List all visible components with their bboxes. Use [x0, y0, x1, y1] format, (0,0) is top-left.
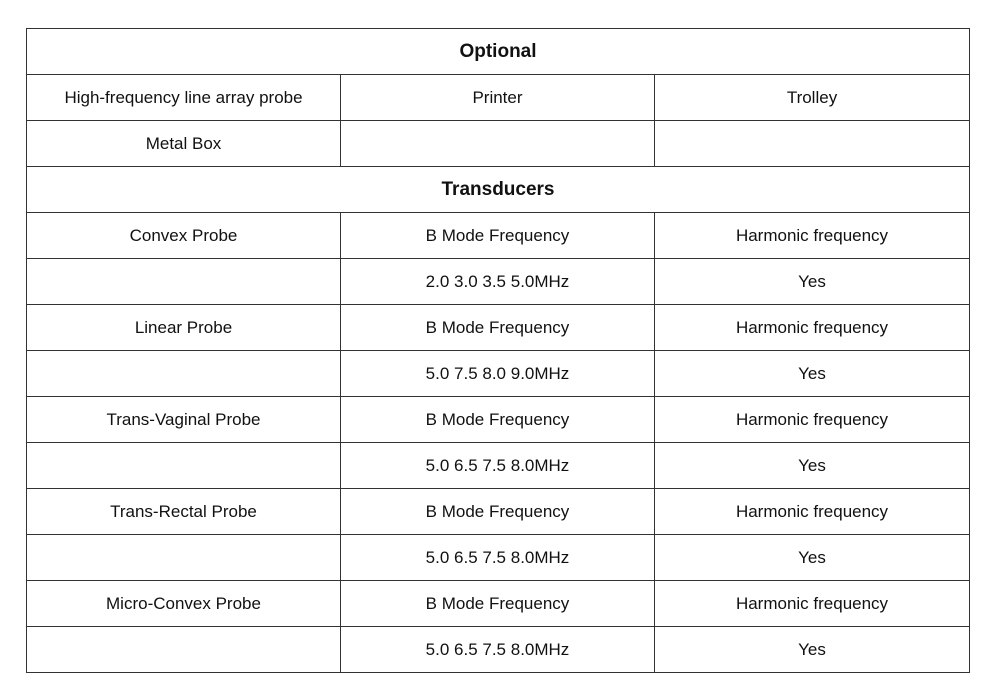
table-cell: 2.0 3.0 3.5 5.0MHz [341, 259, 655, 305]
table-cell: Yes [655, 351, 970, 397]
table-cell [655, 121, 970, 167]
table-cell: Metal Box [27, 121, 341, 167]
table-row [27, 351, 970, 397]
table-cell: Harmonic frequency [655, 213, 970, 259]
table-cell: Trolley [655, 75, 970, 121]
transducers-heading: Transducers [27, 167, 970, 213]
table-cell: 5.0 6.5 7.5 8.0MHz [341, 443, 655, 489]
table-cell: Yes [655, 627, 970, 673]
table-cell: B Mode Frequency [341, 305, 655, 351]
spec-table [26, 28, 970, 673]
probe-name-cell: Micro-Convex Probe [27, 581, 341, 627]
probe-name-cell: Convex Probe [27, 213, 341, 259]
table-cell [341, 121, 655, 167]
table-cell: 5.0 6.5 7.5 8.0MHz [341, 627, 655, 673]
table-cell: B Mode Frequency [341, 581, 655, 627]
table-cell: Printer [341, 75, 655, 121]
optional-heading-row [27, 29, 970, 75]
table-row [27, 627, 970, 673]
table-cell: Harmonic frequency [655, 305, 970, 351]
probe-name-cell [27, 535, 341, 581]
table-row [27, 535, 970, 581]
probe-name-cell [27, 259, 341, 305]
table-row [27, 75, 970, 121]
table-cell: Yes [655, 259, 970, 305]
table-row [27, 121, 970, 167]
table-row [27, 581, 970, 627]
table-cell: Yes [655, 443, 970, 489]
table-cell: Harmonic frequency [655, 581, 970, 627]
table-cell: 5.0 6.5 7.5 8.0MHz [341, 535, 655, 581]
optional-heading: Optional [27, 29, 970, 75]
table-cell: Harmonic frequency [655, 489, 970, 535]
table-cell: 5.0 7.5 8.0 9.0MHz [341, 351, 655, 397]
table-cell: B Mode Frequency [341, 397, 655, 443]
table-cell: Harmonic frequency [655, 397, 970, 443]
table-row [27, 443, 970, 489]
table-row [27, 213, 970, 259]
table-row [27, 489, 970, 535]
probe-name-cell: Trans-Rectal Probe [27, 489, 341, 535]
table-row [27, 397, 970, 443]
table-row [27, 305, 970, 351]
probe-name-cell [27, 351, 341, 397]
probe-name-cell: Trans-Vaginal Probe [27, 397, 341, 443]
table-row [27, 259, 970, 305]
table-cell: B Mode Frequency [341, 213, 655, 259]
table-cell: High-frequency line array probe [27, 75, 341, 121]
table-cell: Yes [655, 535, 970, 581]
probe-name-cell: Linear Probe [27, 305, 341, 351]
table-cell: B Mode Frequency [341, 489, 655, 535]
probe-name-cell [27, 443, 341, 489]
transducers-heading-row [27, 167, 970, 213]
probe-name-cell [27, 627, 341, 673]
